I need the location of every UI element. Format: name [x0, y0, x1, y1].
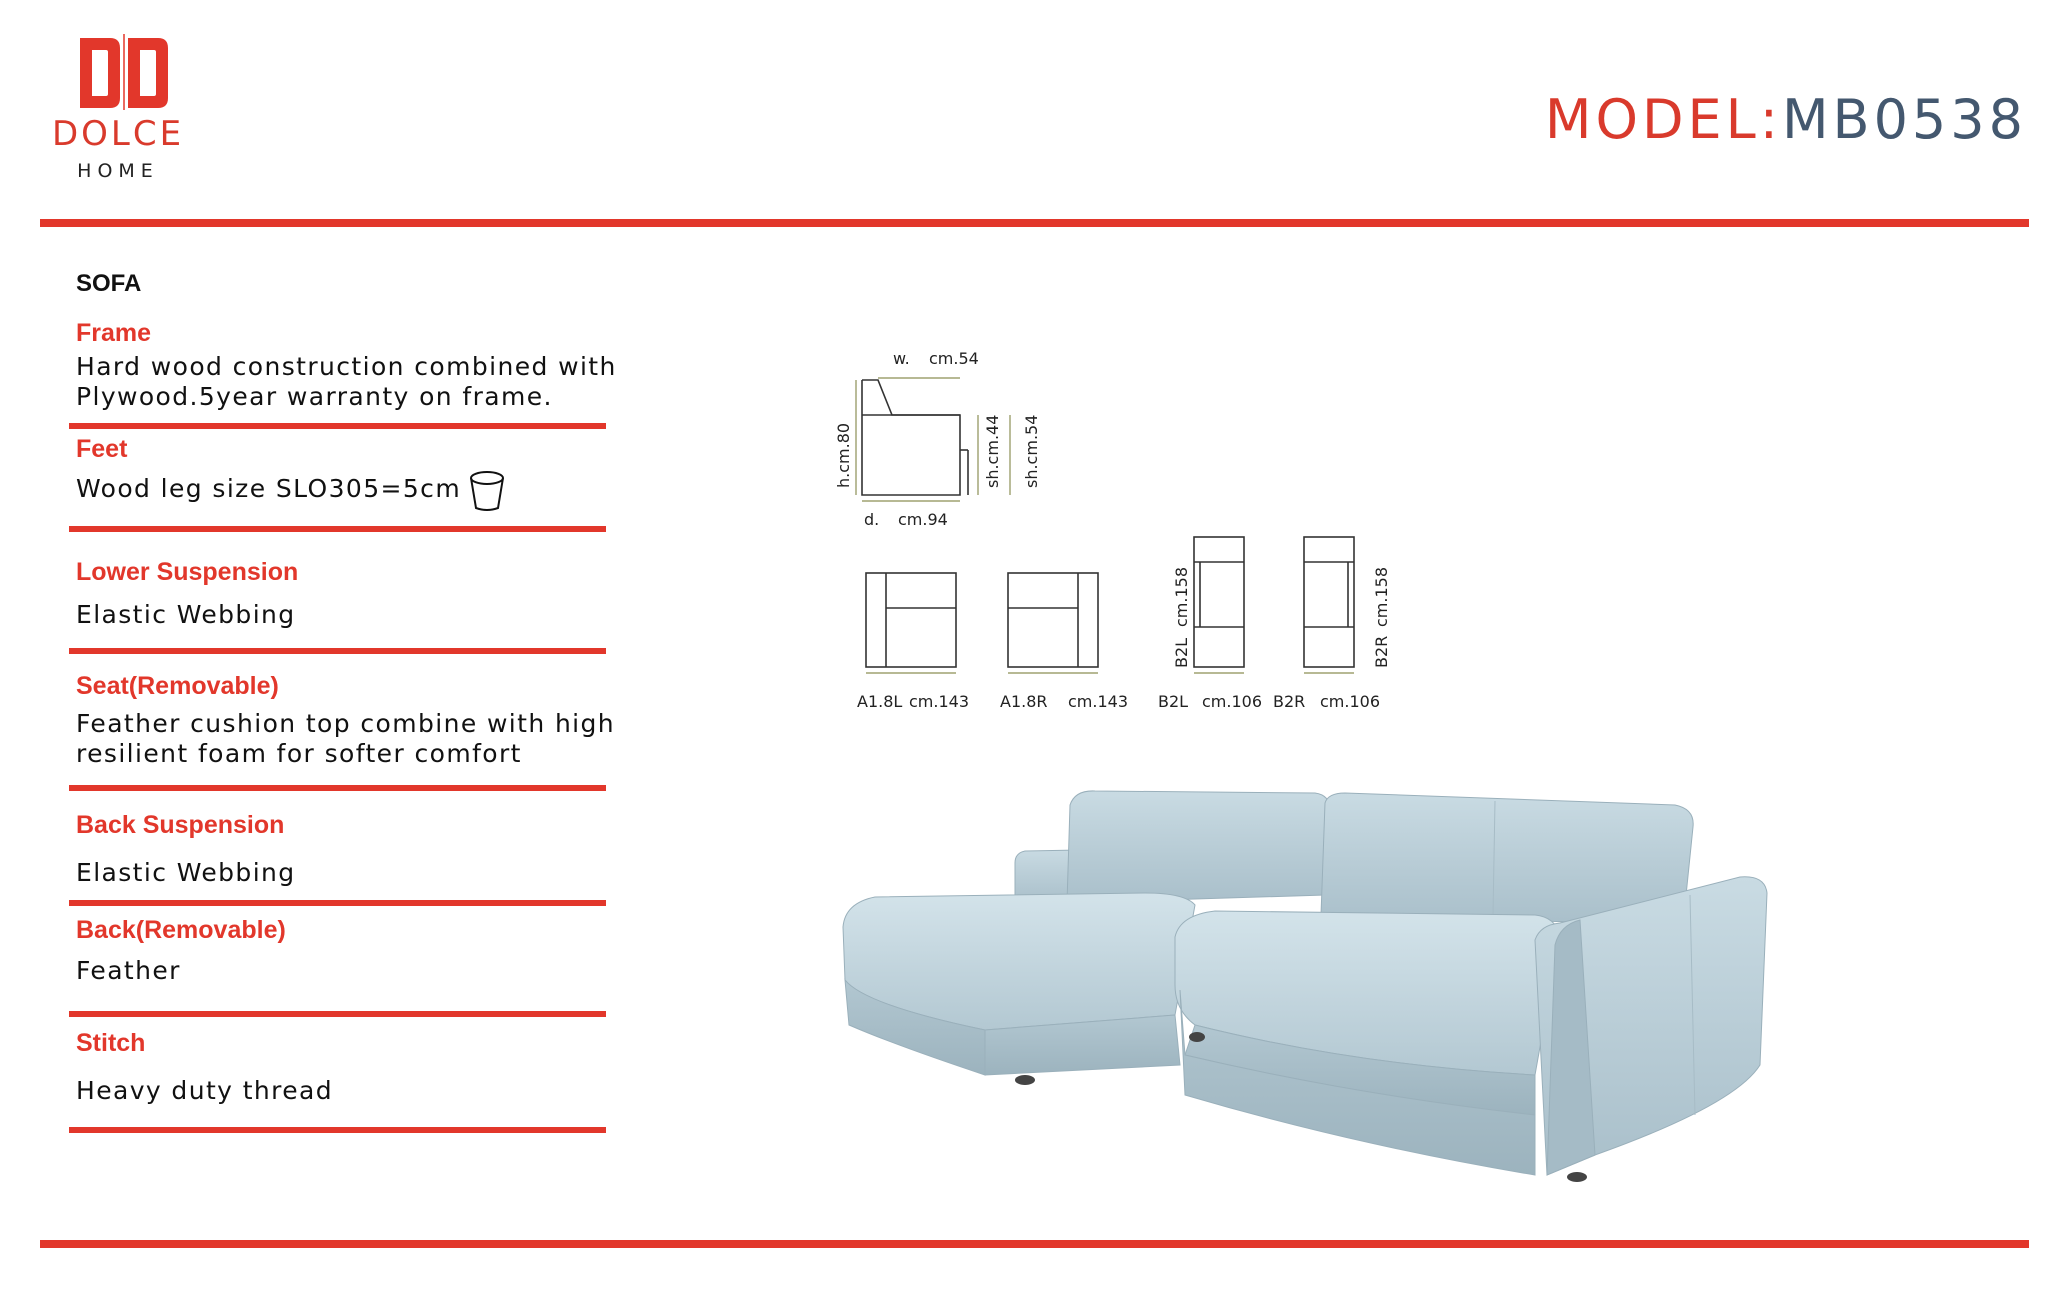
spec-heading-seat: Seat(Removable): [76, 672, 279, 700]
leg-icon: [468, 470, 506, 512]
brand-name: DOLCE: [51, 114, 185, 154]
model-heading: [1545, 88, 2027, 151]
spec-divider: [69, 526, 606, 532]
spec-line: Feather cushion top combine with high: [76, 709, 616, 738]
height-value: h.cm.80: [834, 422, 853, 488]
spec-line: Feather: [76, 956, 181, 985]
spec-line: resilient foam for softer comfort: [76, 739, 522, 768]
spec-text-feet: [76, 474, 636, 504]
model-label: MODEL:: [1544, 88, 1782, 151]
module-a18r-size: cm.143: [1068, 692, 1129, 711]
width-prefix: w.: [893, 349, 910, 368]
spec-heading-back: Back(Removable): [76, 916, 286, 944]
spec-divider: [69, 1127, 606, 1133]
spec-text-stitch: [76, 1076, 636, 1106]
side-profile-drawing: [862, 380, 968, 495]
spec-text-frame: [76, 352, 636, 412]
spec-divider: [69, 648, 606, 654]
spec-line: Elastic Webbing: [76, 858, 296, 887]
spec-line: Elastic Webbing: [76, 600, 296, 629]
spec-heading-stitch: Stitch: [76, 1029, 146, 1057]
seat-height-alt-value: sh.cm.54: [1022, 414, 1041, 488]
spec-divider: [69, 423, 606, 429]
seat-height-value: sh.cm.44: [983, 414, 1002, 488]
spec-heading-frame: Frame: [76, 319, 152, 347]
spec-text-seat: [76, 709, 636, 769]
spec-heading-feet: Feet: [76, 435, 128, 463]
depth-value: cm.94: [898, 510, 948, 529]
module-b2l-size: cm.106: [1202, 692, 1263, 711]
module-b2r-side-name: B2R: [1372, 635, 1391, 668]
spec-line: Heavy duty thread: [76, 1076, 334, 1105]
module-a18l-size: cm.143: [909, 692, 970, 711]
spec-divider: [69, 900, 606, 906]
spec-heading-lower-suspension: Lower Suspension: [76, 558, 299, 586]
model-code: MB0538: [1781, 88, 2027, 151]
spec-line: Hard wood construction combined with: [76, 352, 617, 381]
bottom-divider: [40, 1240, 2029, 1248]
brand-subtitle: HOME: [77, 160, 159, 182]
module-b2r-name: B2R: [1273, 692, 1306, 711]
module-a18r-name: A1.8R: [1000, 692, 1048, 711]
module-b2l-height: cm.158: [1172, 566, 1191, 627]
spec-line: Wood leg size SLO305=5cm: [76, 474, 462, 503]
spec-text-back-suspension: [76, 858, 636, 888]
spec-title: SOFA: [76, 270, 142, 297]
module-b2l-side-name: B2L: [1172, 637, 1191, 668]
module-b2r-height: cm.158: [1372, 566, 1391, 627]
spec-line: Plywood.5year warranty on frame.: [76, 382, 553, 411]
dimension-diagram: [820, 370, 1440, 730]
depth-prefix: d.: [864, 510, 880, 529]
spec-divider: [69, 785, 606, 791]
spec-divider: [69, 1011, 606, 1017]
width-value: cm.54: [929, 349, 979, 368]
module-a18l-name: A1.8L: [857, 692, 903, 711]
spec-text-back: [76, 956, 636, 986]
top-divider: [40, 219, 2029, 227]
sectional-sofa-photo: [835, 775, 1780, 1220]
module-b2l-name: B2L: [1158, 692, 1189, 711]
module-drawings: [866, 537, 1354, 667]
module-b2r-size: cm.106: [1320, 692, 1381, 711]
spec-heading-back-suspension: Back Suspension: [76, 811, 285, 839]
spec-text-lower-suspension: [76, 600, 636, 630]
